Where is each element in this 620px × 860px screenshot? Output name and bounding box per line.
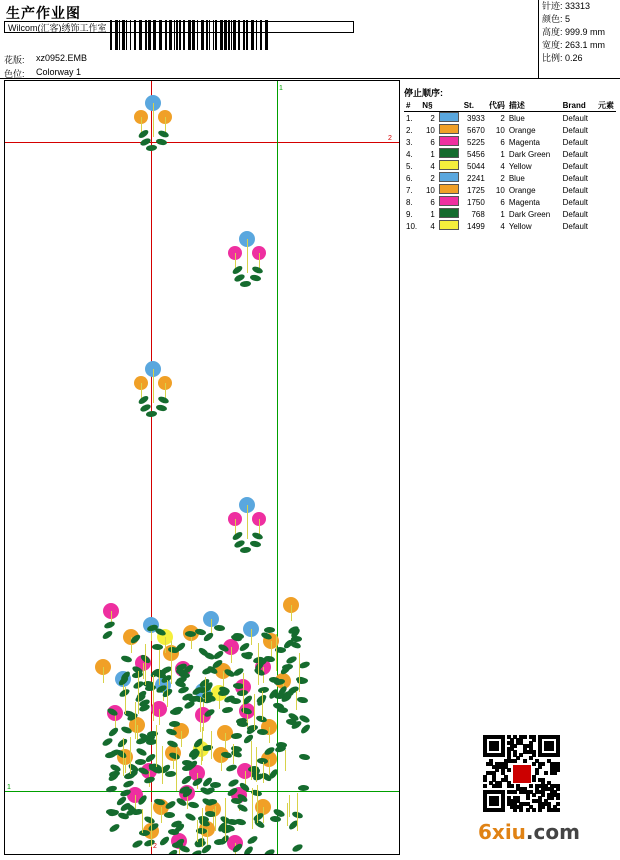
- cell-element: [596, 196, 616, 208]
- leaf-shape: [188, 800, 200, 809]
- cell-brand: Default: [562, 149, 588, 159]
- leaf-shape: [240, 281, 251, 287]
- col-element: 元素: [598, 101, 614, 110]
- leaf-shape: [174, 641, 187, 652]
- cell-code: 2: [500, 173, 505, 183]
- cell-index: 10.: [406, 221, 418, 231]
- cell-index: 5.: [406, 161, 413, 171]
- stem-line: [202, 727, 203, 761]
- leaf-shape: [296, 696, 308, 705]
- cell-element: [596, 208, 616, 220]
- page-title: 生产作业图: [6, 5, 81, 21]
- barcode: [110, 20, 270, 50]
- cell-index: 6.: [406, 173, 413, 183]
- leaf-shape: [155, 403, 167, 412]
- stem-line: [153, 675, 154, 721]
- stem-line: [221, 755, 222, 771]
- stem-line: [156, 725, 157, 767]
- cell-needle: 1: [430, 149, 435, 159]
- cell-needle: 2: [430, 113, 435, 123]
- stem-line: [296, 691, 297, 710]
- leaf-shape: [158, 836, 170, 847]
- design-canvas: [4, 80, 400, 855]
- cell-code: 10: [495, 125, 505, 135]
- stem-line: [135, 702, 136, 739]
- stem-line: [223, 671, 224, 687]
- cell-stitches: 5456: [467, 149, 485, 159]
- stem-line: [269, 727, 270, 743]
- cell-element: [596, 136, 616, 148]
- leaf-shape: [263, 848, 275, 855]
- cell-swatch: [437, 124, 462, 136]
- cell-needle: 10: [425, 185, 435, 195]
- cell-stitches: 1499: [467, 221, 485, 231]
- stem-line: [258, 643, 259, 684]
- cell-code: 4: [500, 221, 505, 231]
- leaf-shape: [146, 145, 157, 151]
- cell-swatch: [437, 220, 462, 232]
- leaf-shape: [103, 620, 115, 628]
- cell-stitches: 5044: [467, 161, 485, 171]
- leaf-shape: [164, 811, 176, 818]
- cell-description: Orange: [508, 185, 536, 195]
- cell-index: 7.: [406, 185, 413, 195]
- table-row: [404, 220, 616, 232]
- stem-line: [145, 644, 146, 685]
- table-row: [404, 172, 616, 184]
- leaf-shape: [218, 690, 229, 696]
- stem-line: [159, 709, 160, 725]
- stem-line: [161, 807, 162, 823]
- cell-brand: Default: [562, 209, 588, 219]
- design-info: [540, 0, 620, 78]
- cell-swatch: [437, 160, 462, 172]
- stem-line: [231, 647, 232, 663]
- cell-index: 8.: [406, 197, 413, 207]
- cell-description: Dark Green: [508, 149, 551, 159]
- cell-needle: 10: [425, 125, 435, 135]
- stem-line: [123, 738, 124, 776]
- cell-index: 9.: [406, 209, 413, 219]
- stem-line: [143, 663, 144, 679]
- leaf-shape: [298, 661, 310, 669]
- cell-swatch: [437, 112, 462, 125]
- colorway-label: 色位:: [4, 69, 25, 79]
- cell-description: Magenta: [508, 197, 540, 207]
- leaf-shape: [172, 707, 183, 714]
- table-row: [404, 112, 616, 125]
- cell-index: 3.: [406, 137, 413, 147]
- cell-brand: Default: [562, 113, 588, 123]
- table-row: [404, 160, 616, 172]
- leaf-shape: [213, 624, 225, 632]
- cell-needle: 6: [430, 197, 435, 207]
- leaf-shape: [212, 649, 225, 660]
- leaf-shape: [237, 802, 249, 813]
- stem-line: [167, 680, 168, 707]
- cell-swatch: [437, 136, 462, 148]
- leaf-shape: [231, 733, 242, 739]
- stem-line: [103, 667, 104, 683]
- stem-line: [276, 634, 277, 671]
- table-row: [404, 136, 616, 148]
- stem-line: [197, 820, 198, 842]
- header-divider-horizontal: [0, 78, 620, 79]
- leaf-shape: [136, 746, 148, 757]
- stem-line: [207, 829, 208, 845]
- col-needle: N§: [420, 100, 437, 112]
- guide-line-red-horizontal: [5, 142, 399, 143]
- colorway-value: Colorway 1: [36, 67, 82, 77]
- cell-stitches: 5225: [467, 137, 485, 147]
- watermark-suffix: .com: [525, 820, 580, 844]
- cell-needle: 4: [430, 221, 435, 231]
- leaf-shape: [120, 654, 132, 664]
- stem-line: [254, 694, 255, 729]
- info-stitches: 针迹: 33313: [542, 1, 591, 11]
- stem-line: [285, 750, 286, 770]
- stem-line: [125, 687, 126, 714]
- qr-center-logo: [512, 764, 532, 784]
- cell-element: [596, 172, 616, 184]
- cell-stitches: 3933: [467, 113, 485, 123]
- leaf-shape: [298, 753, 310, 762]
- stem-line: [256, 747, 257, 782]
- leaf-shape: [246, 835, 259, 845]
- leaf-shape: [242, 845, 254, 855]
- stem-line: [202, 808, 203, 847]
- info-height: 高度: 999.9 mm: [542, 27, 606, 37]
- design-filename: xz0952.EMB: [36, 53, 88, 63]
- leaf-shape: [249, 273, 261, 282]
- stem-line: [200, 697, 201, 733]
- stem-line: [151, 802, 152, 846]
- cell-element: [596, 184, 616, 196]
- cell-stitches: 1750: [467, 197, 485, 207]
- stem-line: [181, 731, 182, 747]
- col-description: 描述: [507, 100, 561, 112]
- leaf-shape: [234, 817, 246, 826]
- stem-line: [297, 793, 298, 831]
- guide-line-green-vertical: [277, 81, 278, 854]
- stem-line: [263, 762, 264, 784]
- table-row: [404, 184, 616, 196]
- cell-code: 1: [500, 209, 505, 219]
- stem-line: [299, 653, 300, 692]
- vendor-name: Wilcom(汇客)绣饰工作室: [4, 21, 354, 33]
- leaf-shape: [151, 643, 163, 651]
- cell-code: 4: [500, 161, 505, 171]
- cell-swatch: [437, 196, 462, 208]
- col-swatch: [437, 100, 462, 112]
- stem-line: [159, 650, 160, 686]
- leaf-shape: [180, 775, 193, 786]
- table-row: [404, 208, 616, 220]
- cell-stitches: 5670: [467, 125, 485, 135]
- stem-line: [247, 239, 248, 273]
- col-stitches: St.: [462, 100, 487, 112]
- cell-swatch: [437, 148, 462, 160]
- cell-code: 10: [495, 185, 505, 195]
- cell-brand: Default: [562, 125, 588, 135]
- table-row: [404, 148, 616, 160]
- leaf-shape: [108, 823, 120, 833]
- stem-line: [205, 677, 206, 703]
- info-width: 宽度: 263.1 mm: [542, 40, 606, 50]
- stem-line: [176, 747, 177, 791]
- stem-line: [125, 757, 126, 773]
- info-colors: 颜色: 5: [542, 14, 571, 24]
- cell-description: Dark Green: [508, 209, 551, 219]
- col-brand: Brand: [561, 100, 596, 112]
- cell-description: Blue: [508, 173, 525, 183]
- cell-swatch: [437, 184, 462, 196]
- cell-element: [596, 160, 616, 172]
- stem-line: [233, 744, 234, 764]
- cell-needle: 6: [430, 137, 435, 147]
- stem-line: [171, 641, 172, 684]
- stem-line: [211, 731, 212, 759]
- leaf-shape: [105, 752, 116, 759]
- leaf-shape: [240, 547, 251, 553]
- stem-line: [252, 788, 253, 830]
- leaf-shape: [166, 848, 179, 855]
- cell-needle: 1: [430, 209, 435, 219]
- table-row: [404, 196, 616, 208]
- cell-index: 2.: [406, 125, 413, 135]
- leaf-shape: [107, 727, 119, 738]
- leaf-shape: [101, 630, 114, 641]
- cell-element: [596, 112, 616, 125]
- cell-code: 6: [500, 137, 505, 147]
- leaf-shape: [146, 411, 157, 417]
- cell-code: 2: [500, 113, 505, 123]
- watermark-brand: [478, 820, 580, 844]
- stem-line: [142, 809, 143, 833]
- leaf-shape: [131, 840, 143, 849]
- stem-line: [247, 505, 248, 539]
- table-row: [404, 124, 616, 136]
- leaf-shape: [155, 137, 167, 146]
- cell-description: Magenta: [508, 137, 540, 147]
- stem-line: [251, 741, 252, 780]
- cell-brand: Default: [562, 137, 588, 147]
- cell-description: Yellow: [508, 221, 532, 231]
- color-table-header: [404, 100, 616, 112]
- stem-line: [257, 785, 258, 823]
- guide-label-red-h: 2: [388, 135, 392, 142]
- leaf-shape: [291, 843, 303, 852]
- stem-line: [262, 691, 263, 720]
- leaf-shape: [242, 734, 254, 745]
- leaf-shape: [184, 811, 196, 822]
- leaf-shape: [226, 764, 238, 772]
- stem-line: [271, 641, 272, 657]
- stem-line: [243, 673, 244, 713]
- stem-line: [225, 733, 226, 749]
- leaf-shape: [256, 728, 268, 736]
- watermark-name: 6xiu: [478, 820, 526, 844]
- design-label: 花版:: [4, 55, 25, 65]
- guide-label-red-v: 2: [153, 843, 157, 850]
- col-index: #: [404, 100, 420, 112]
- leaf-shape: [258, 687, 269, 693]
- leaf-shape: [238, 641, 251, 652]
- stem-line: [287, 803, 288, 826]
- guide-label-green-h: 1: [7, 784, 11, 791]
- cell-index: 1.: [406, 113, 413, 123]
- cell-code: 6: [500, 197, 505, 207]
- cell-brand: Default: [562, 221, 588, 231]
- stem-line: [203, 715, 204, 731]
- stem-line: [130, 737, 131, 774]
- cell-stitches: 2241: [467, 173, 485, 183]
- leaf-shape: [102, 737, 114, 747]
- cell-element: [596, 220, 616, 232]
- info-scale: 比例: 0.26: [542, 53, 583, 63]
- cell-element: [596, 148, 616, 160]
- stop-sequence-title: 停止顺序:: [404, 88, 443, 98]
- stem-line: [153, 369, 154, 403]
- stem-line: [251, 629, 252, 645]
- cell-swatch: [437, 208, 462, 220]
- col-code: 代码: [488, 101, 505, 110]
- stem-line: [225, 798, 226, 841]
- cell-code: 1: [500, 149, 505, 159]
- cell-element: [596, 124, 616, 136]
- header-divider-vertical: [538, 0, 539, 78]
- cell-description: Blue: [508, 113, 525, 123]
- cell-brand: Default: [562, 173, 588, 183]
- stem-line: [291, 605, 292, 621]
- cell-stitches: 1725: [467, 185, 485, 195]
- cell-needle: 4: [430, 161, 435, 171]
- cell-needle: 2: [430, 173, 435, 183]
- leaf-shape: [249, 539, 261, 548]
- cell-index: 4.: [406, 149, 413, 159]
- cell-brand: Default: [562, 197, 588, 207]
- cell-description: Yellow: [508, 161, 532, 171]
- stem-line: [215, 806, 216, 831]
- cell-swatch: [437, 172, 462, 184]
- stem-line: [289, 795, 290, 817]
- stem-line: [165, 637, 166, 653]
- stem-line: [138, 671, 139, 714]
- cell-stitches: 768: [471, 209, 485, 219]
- cell-description: Orange: [508, 125, 536, 135]
- stem-line: [162, 746, 163, 784]
- color-table: [404, 100, 616, 232]
- stem-line: [153, 103, 154, 137]
- guide-label-green-v: 1: [279, 85, 283, 92]
- leaf-shape: [222, 707, 233, 713]
- cell-brand: Default: [562, 185, 588, 195]
- cell-brand: Default: [562, 161, 588, 171]
